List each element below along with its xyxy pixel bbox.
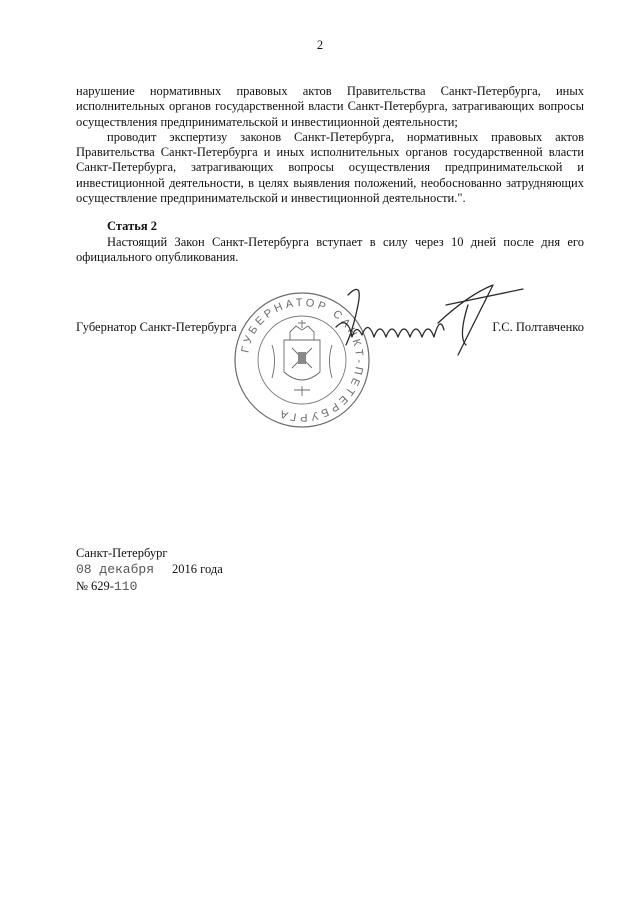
date-year: 2016 года [172,562,223,576]
seal-text: ГУБЕРНАТОР САНКТ-ПЕТЕРБУРГА [239,296,366,424]
signatory-role: Губернатор Санкт-Петербурга [76,320,237,334]
page-number: 2 [316,38,324,52]
city: Санкт-Петербург [76,546,168,560]
paragraph-1: нарушение нормативных правовых актов Правительства Санкт-Петербурга, иных исполнительных органов государственной власти Санкт-Петербурга, затрагивающих вопросы осуществления предпринимательской и инвестиционной деятельности; [76,84,584,129]
signatory-name: Г.С. Полтавченко [492,320,584,334]
article-text: Настоящий Закон Санкт-Петербурга вступает в силу через 10 дней после дня его официального опубликования. [76,235,584,265]
number-prefix: № 629- [76,579,114,593]
law-number [76,578,223,595]
date-handwritten: 08 декабря [76,562,155,577]
signing-date [76,561,223,578]
place-and-date [76,545,223,595]
paragraph-2: проводит экспертизу законов Санкт-Петербурга, нормативных правовых актов Правительства Санкт-Петербурга и иных исполнительных органов государственной власти Санкт-Петербурга, затрагивающих вопросы осуществления предпринимательской и инвестиционной деятельности, в целях выявления положений, необоснованно затрудняющих осуществление предпринимательской и инвестиционной деятельности.". [76,129,584,206]
article-heading: Статья 2 [107,219,157,233]
body-text [76,84,584,206]
number-handwritten: 110 [113,579,138,594]
